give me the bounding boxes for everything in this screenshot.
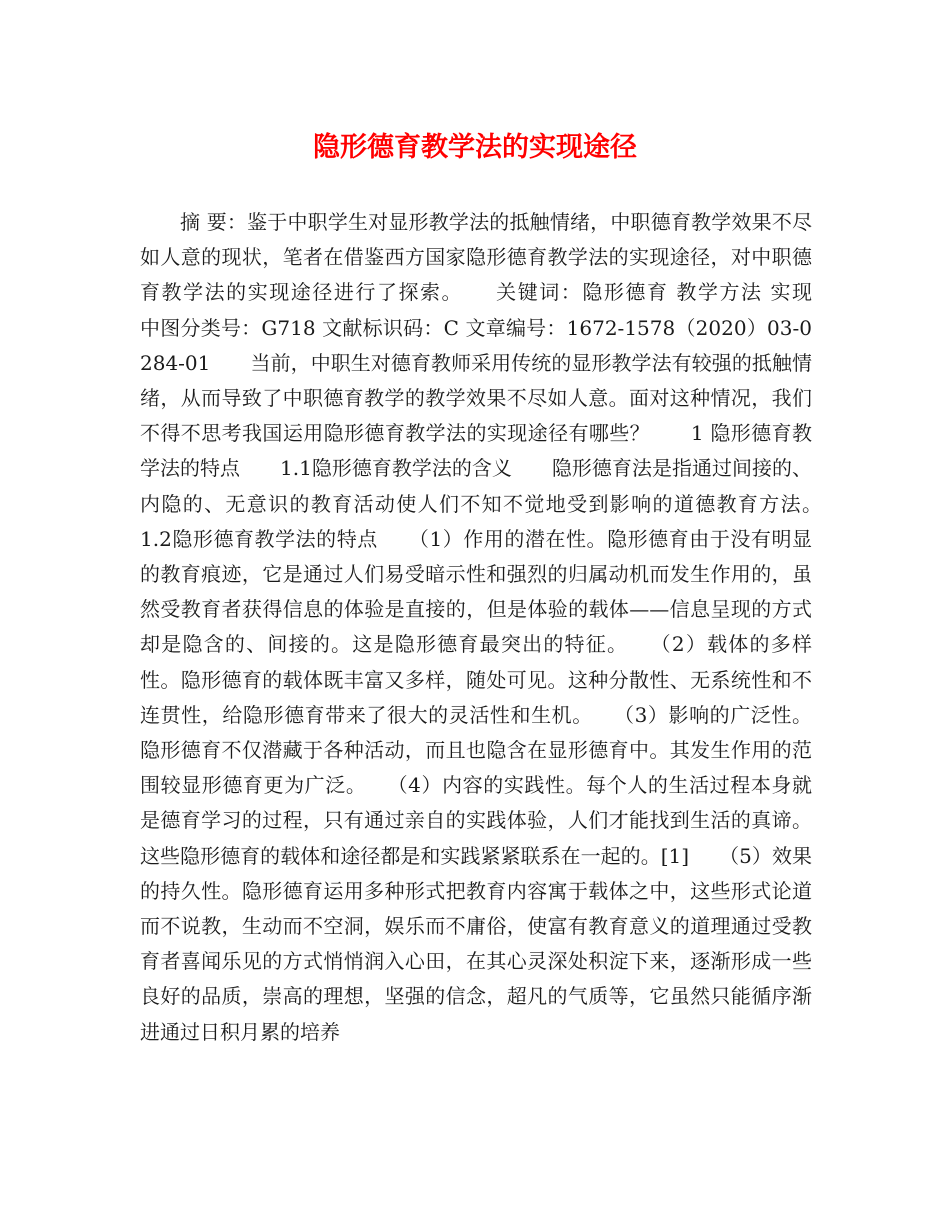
document-body-paragraph: 摘 要：鉴于中职学生对显形教学法的抵触情绪，中职德育教学效果不尽如人意的现状，笔者在借鉴西方国家隐形德育教学法的实现途径，对中职德育教学法的实现途径进行了探索。 关键词：隐形德育 教学方法 实现 中图分类号：G718 文献标识码：C 文章编号：1672-1578（2020）03-0284-01 当前，中职生对德育教师采用传统的显形教学法有较强的抵触情绪，从而导致了中职德育教学的教学效果不尽如人意。面对这种情况，我们不得不思考我国运用隐形德育教学法的实现途径有哪些？ 1 隐形德育教学法的特点 1.1隐形德育教学法的含义 隐形德育法是指通过间接的、内隐的、无意识的教育活动使人们不知不觉地受到影响的道德教育方法。 1.2隐形德育教学法的特点 （1）作用的潜在性。隐形德育由于没有明显的教育痕迹，它是通过人们易受暗示性和强烈的归属动机而发生作用的，虽然受教育者获得信息的体验是直接的，但是体验的载体——信息呈现的方式却是隐含的、间接的。这是隐形德育最突出的特征。 （2）载体的多样性。隐形德育的载体既丰富又多样，随处可见。这种分散性、无系统性和不连贯性，给隐形德育带来了很大的灵活性和生机。 （3）影响的广泛性。隐形德育不仅潜藏于各种活动，而且也隐含在显形德育中。其发生作用的范围较显形德育更为广泛。 （4）内容的实践性。每个人的生活过程本身就是德育学习的过程，只有通过亲自的实践体验，人们才能找到生活的真谛。这些隐形德育的载体和途径都是和实践紧紧联系在一起的。[1] （5）效果的持久性。隐形德育运用多种形式把教育内容寓于载体之中，这些形式论道而不说教，生动而不空洞，娱乐而不庸俗，使富有教育意义的道理通过受教育者喜闻乐见的方式悄悄润入心田，在其心灵深处积淀下来，逐渐形成一些良好的品质，崇高的理想，坚强的信念，超凡的气质等，它虽然只能循序渐进通过日积月累的培养 <box>140 210 852 1044</box>
document-title: 隐形德育教学法的实现途径 <box>313 132 637 163</box>
